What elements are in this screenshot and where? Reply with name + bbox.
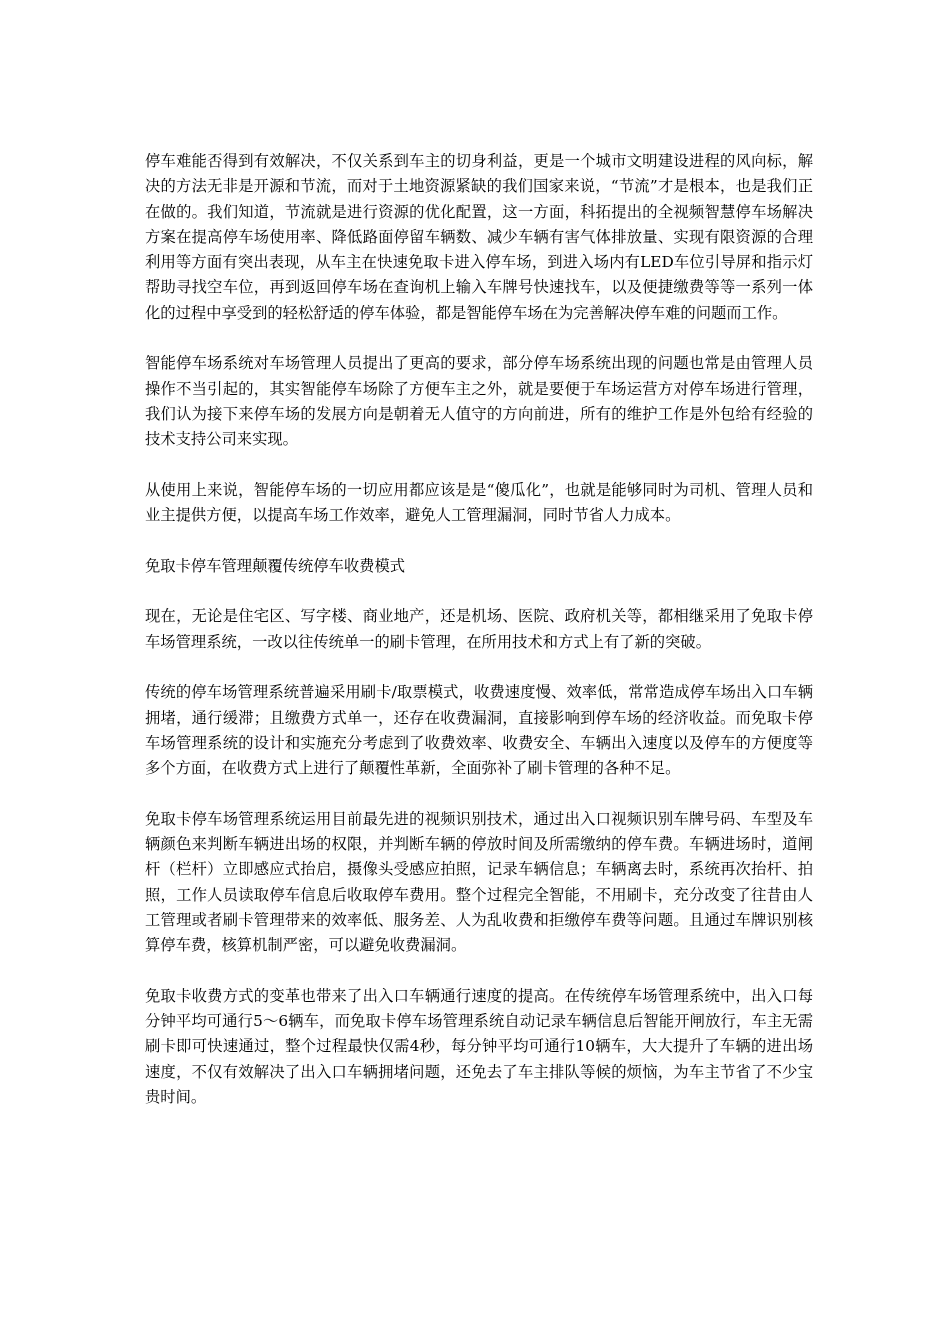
- paragraph-parking-difficulty: 停车难能否得到有效解决，不仅关系到车主的切身利益，更是一个城市文明建设进程的风向标，解决的方法无非是开源和节流，而对于土地资源紧缺的我们国家来说，“节流”才是根本，也是我们正在做的。我们知道，节流就是进行资源的优化配置，这一方面，科拓提出的全视频智慧停车场解决方案在提高停车场使用率、降低路面停留车辆数、减少车辆有害气体排放量、实现有限资源的合理利用等方面有突出表现，从车主在快速免取卡进入停车场，到进入场内有LED车位引导屏和指示灯帮助寻找空车位，再到返回停车场在查询机上输入车牌号快速找车，以及便捷缴费等等一系列一体化的过程中享受到的轻松舒适的停车体验，都是智能停车场在为完善解决停车难的问题而工作。: [145, 152, 813, 322]
- paragraph-adoption: 现在，无论是住宅区、写字楼、商业地产，还是机场、医院、政府机关等，都相继采用了免取卡停车场管理系统，一改以往传统单一的刷卡管理，在所用技术和方式上有了新的突破。: [145, 607, 813, 651]
- paragraph-management-requirements: 智能停车场系统对车场管理人员提出了更高的要求，部分停车场系统出现的问题也常是由管理人员操作不当引起的，其实智能停车场除了方便车主之外，就是要便于车场运营方对停车场进行管理，我们认为接下来停车场的发展方向是朝着无人值守的方向前进，所有的维护工作是外包给有经验的技术支持公司来实现。: [145, 354, 813, 449]
- section-heading-card-free-parking: 免取卡停车管理颠覆传统停车收费模式: [145, 556, 406, 575]
- paragraph-traditional-system: 传统的停车场管理系统普遍采用刷卡/取票模式，收费速度慢、效率低，常常造成停车场出入口车辆拥堵，通行缓滞；且缴费方式单一，还存在收费漏洞，直接影响到停车场的经济收益。而免取卡停车场管理系统的设计和实施充分考虑到了收费效率、收费安全、车辆出入速度以及停车的方便度等多个方面，在收费方式上进行了颠覆性革新，全面弥补了刷卡管理的各种不足。: [145, 683, 813, 778]
- document-body: [145, 149, 813, 1110]
- paragraph-video-recognition: 免取卡停车场管理系统运用目前最先进的视频识别技术，通过出入口视频识别车牌号码、车型及车辆颜色来判断车辆进出场的权限，并判断车辆的停放时间及所需缴纳的停车费。车辆进场时，道闸杆（栏杆）立即感应式抬启，摄像头受感应拍照，记录车辆信息；车辆离去时，系统再次抬杆、拍照，工作人员读取停车信息后收取停车费用。整个过程完全智能，不用刷卡，充分改变了往昔由人工管理或者刷卡管理带来的效率低、服务差、人为乱收费和拒缴停车费等问题。且通过车牌识别核算停车费，核算机制严密，可以避免收费漏洞。: [145, 809, 813, 955]
- paragraph-ease-of-use: 从使用上来说，智能停车场的一切应用都应该是是“傻瓜化”，也就是能够同时为司机、管理人员和业主提供方便，以提高车场工作效率，避免人工管理漏洞，同时节省人力成本。: [145, 480, 813, 525]
- paragraph-throughput: 免取卡收费方式的变革也带来了出入口车辆通行速度的提高。在传统停车场管理系统中，出入口每分钟平均可通行5～6辆车，而免取卡停车场管理系统自动记录车辆信息后智能开闸放行，车主无需刷卡即可快速通过，整个过程最快仅需4秒，每分钟平均可通行10辆车，大大提升了车辆的进出场速度，不仅有效解决了出入口车辆拥堵问题，还免去了车主排队等候的烦恼，为车主节省了不少宝贵时间。: [145, 986, 813, 1106]
